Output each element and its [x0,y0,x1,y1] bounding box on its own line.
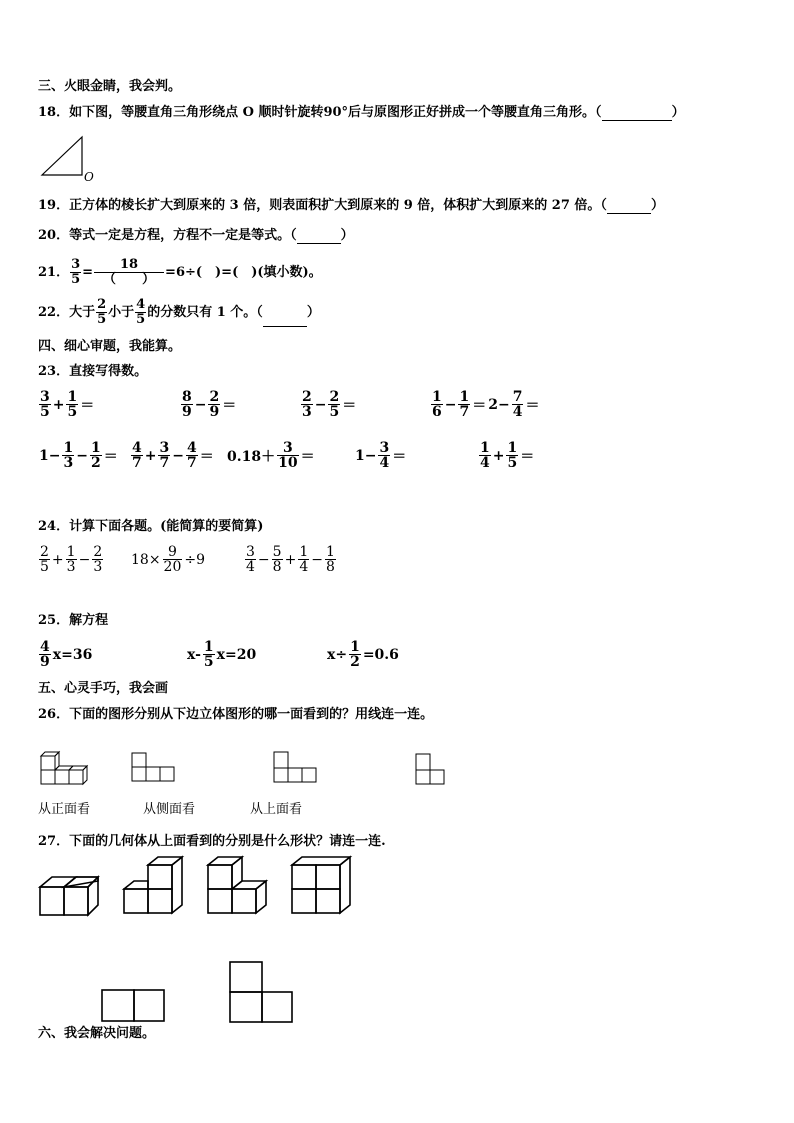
fraction-denominator: 5 [40,404,50,420]
fraction-denominator: 2 [90,455,101,471]
q26-view-3 [414,752,448,788]
q24-expr-3 [244,545,337,574]
q21 [38,258,322,287]
math-operator: ÷9 [184,551,206,568]
q27-title: 27．下面的几何体从上面看到的分别是什么形状？请连一连. [38,834,386,849]
fraction-numerator: 2 [93,544,103,560]
fraction-denominator: 5 [71,272,81,287]
fraction [66,545,77,574]
q26-view-1 [130,750,178,784]
fraction [39,640,51,669]
fraction [245,545,256,574]
q23-expr-1 [38,390,95,419]
math-operator: x=36 [52,646,93,663]
math-operator: ＝ [342,397,357,414]
fraction [181,390,193,419]
fraction-denominator: 3 [66,559,76,575]
math-operator: + [52,396,65,413]
fraction-denominator: 5 [329,404,340,420]
fraction-denominator: 4 [299,559,309,575]
fraction-denominator: 5 [136,312,146,327]
q19-text: 19．正方体的棱长扩大到原来的 3 倍，则表面积扩大到原来的 9 倍，体积扩大到原来的 27 倍。（ [38,198,607,213]
section3-title: 三、火眼金睛，我会判。 [38,79,182,94]
fraction [92,545,103,574]
math-operator: + [492,447,505,464]
section5-title: 五、心灵手巧，我会画 [38,681,169,696]
q23-expr-6 [130,441,215,470]
math-operator: ＝ [300,448,315,465]
fraction-numerator: 1 [432,389,442,405]
q22-post: 的分数只有 1 个。（ [147,305,263,320]
fraction [506,441,518,470]
fraction-denominator: 3 [302,404,312,420]
q18-text: 18．如下图，等腰直角三角形绕点 O 顺时针旋转90°后与原图形正好拼成一个等腰直角三角形。（ [38,105,602,120]
fraction-denominator: 7 [459,404,470,420]
q26-label-side: 从侧面看 [143,802,196,817]
fraction-numerator: 2 [209,389,220,405]
q21-fraction-1 [70,258,81,287]
fraction [163,545,183,574]
math-operator: − [76,447,88,464]
math-operator: 2− [488,396,510,413]
fraction [458,390,470,419]
q22-answer-blank[interactable] [263,314,307,327]
fraction [131,441,143,470]
fraction-denominator: 2 [350,654,360,670]
fraction-numerator: 1 [459,389,470,405]
fraction-numerator: 1 [299,544,309,560]
fraction [325,545,336,574]
fraction-denominator: 8 [272,559,282,575]
q23-expr-3 [300,390,357,419]
fraction [90,441,102,470]
math-operator: 1− [39,447,61,464]
q20 [38,228,354,244]
fraction-denominator: 4 [512,404,523,420]
math-operator: 0.18＋ [227,448,276,465]
q26-label-top: 从上面看 [250,802,303,817]
q23-expr-4 [430,390,540,419]
math-operator: =0.6 [362,646,399,663]
fraction-denominator: 3 [93,559,103,575]
q23-expr-2 [180,390,237,419]
fraction-denominator: 9 [209,404,220,420]
math-operator: − [172,447,184,464]
fraction-numerator: 3 [379,440,390,456]
fraction [298,545,309,574]
fraction-numerator: 1 [67,389,78,405]
fraction-numerator: 2 [302,389,312,405]
fraction-denominator: 20 [163,559,182,575]
fraction-denominator: 5 [203,654,214,670]
fraction-numerator: 4 [40,639,50,655]
q19 [38,198,664,214]
fraction-denominator: 3 [63,455,74,471]
math-operator: − [257,551,270,568]
fraction-numerator: 2 [40,544,49,560]
math-operator: x=20 [216,646,257,663]
q20-answer-blank[interactable] [297,231,341,244]
q23-title: 23．直接写得数。 [38,364,148,379]
fraction-denominator: 10 [278,455,298,471]
q25-equation-3 [326,640,400,669]
fraction [272,545,283,574]
fraction-denominator: 7 [159,455,170,471]
q23-expr-8 [354,441,407,470]
q19-close: ） [650,198,664,213]
fraction-numerator: 3 [246,544,255,560]
fraction-numerator: 1 [350,639,360,655]
math-operator: − [78,551,91,568]
q22-close: ） [306,305,320,320]
q22-fraction-1 [96,298,107,327]
fraction-numerator: 3 [71,257,81,272]
fraction [431,390,443,419]
fraction [62,441,74,470]
q20-text: 20．等式一定是方程，方程不一定是等式。（ [38,228,297,243]
fraction-denominator: 9 [40,654,50,670]
fraction-numerator: 1 [90,440,101,456]
q27-top-view-1 [100,988,168,1024]
section4-title: 四、细心审题，我能算。 [38,339,182,354]
q24-expr-2 [130,545,206,574]
q26-title: 26．下面的图形分别从下边立体图形的哪一面看到的？用线连一连。 [38,707,434,722]
q18 [38,105,685,121]
fraction-numerator: 2 [329,389,340,405]
fraction [208,390,220,419]
fraction-denominator: 4 [379,455,390,471]
q24-expr-1 [38,545,104,574]
fraction-numerator: 7 [512,389,523,405]
fraction-numerator: 1 [507,440,518,456]
fraction-denominator[interactable]: （ ） [103,272,156,287]
fraction [378,441,390,470]
q19-answer-blank[interactable] [607,201,651,214]
q20-close: ） [340,228,354,243]
q27-solid-4 [290,855,354,919]
fraction-numerator: 3 [277,441,298,456]
fraction-numerator: 4 [132,440,142,456]
q24-title: 24．计算下面各题。(能简算的要简算) [38,519,264,534]
fraction-numerator: 1 [66,544,76,560]
math-operator: ＝ [80,397,95,414]
fraction [512,390,524,419]
math-operator: ＝ [199,448,214,465]
math-operator: − [444,396,457,413]
fraction-numerator: 4 [136,297,146,312]
fraction-denominator: 5 [97,312,107,327]
fraction [301,390,313,419]
q21-number: 21． [38,265,70,280]
section6-title: 六、我会解决问题。 [38,1026,156,1041]
fraction-numerator: 1 [325,544,335,560]
q27-solid-3 [206,855,270,919]
math-operator: ＝ [472,397,487,414]
fraction [349,640,361,669]
fraction [328,390,340,419]
fraction-denominator: 5 [507,455,518,471]
q26-view-2 [272,750,320,784]
math-operator: − [314,396,327,413]
math-operator: ＝ [525,397,540,414]
q18-close: ） [671,105,685,120]
fraction-denominator: 5 [40,559,49,575]
q18-answer-blank[interactable] [602,108,672,121]
fraction-denominator: 4 [480,455,490,471]
q22-mid: 小于 [108,305,135,320]
fraction [203,640,215,669]
fraction-numerator: 3 [159,440,170,456]
q25-title: 25．解方程 [38,613,109,628]
fraction [39,390,51,419]
q27-solid-2 [122,855,188,919]
q26-label-front: 从正面看 [38,802,91,817]
fraction-numerator: 18 [94,258,164,273]
fraction [277,441,298,470]
q21-rest: =6÷( )=( )(填小数)。 [165,265,322,280]
fraction-numerator: 1 [203,639,214,655]
fraction-numerator: 3 [40,389,50,405]
q25-equation-1 [38,640,93,669]
q23-expr-5 [38,441,119,470]
fraction-denominator: 7 [132,455,142,471]
fraction-numerator: 5 [272,544,282,560]
math-operator: x- [187,646,201,663]
fraction [158,441,170,470]
q22 [38,298,320,327]
fraction-numerator: 8 [182,389,192,405]
math-operator: 18× [131,551,161,568]
q27-solid-1 [38,873,102,919]
q21-fraction-2 [94,258,164,287]
math-operator: − [194,396,207,413]
fraction [66,390,78,419]
q23-expr-9 [478,441,535,470]
q25-equation-2 [186,640,257,669]
q22-pre: 22．大于 [38,305,96,320]
math-operator: − [311,551,323,568]
fraction [479,441,491,470]
fraction-numerator: 2 [97,297,107,312]
fraction-denominator: 5 [67,404,78,420]
q21-equals: = [82,265,94,280]
math-operator: + [284,551,297,568]
math-operator: + [51,551,64,568]
q22-fraction-2 [135,298,146,327]
math-operator: ＝ [222,397,237,414]
q27-top-view-2 [228,960,296,1024]
fraction-numerator: 4 [186,440,197,456]
math-operator: ＝ [520,448,535,465]
q18-point-o-label: O [84,170,94,184]
fraction-denominator: 4 [246,559,255,575]
math-operator: + [144,447,157,464]
fraction [186,441,198,470]
q26-solid-figure [38,742,104,786]
q23-expr-7 [226,441,316,470]
math-operator: ＝ [103,448,118,465]
math-operator: x÷ [327,646,348,663]
math-operator: 1− [355,447,377,464]
fraction-denominator: 7 [186,455,197,471]
fraction-numerator: 1 [63,440,74,456]
fraction-denominator: 9 [182,404,192,420]
fraction-numerator: 9 [163,545,183,560]
fraction [39,545,50,574]
math-operator: ＝ [392,448,407,465]
fraction-numerator: 1 [480,440,490,456]
fraction-denominator: 8 [325,559,335,575]
fraction-denominator: 6 [432,404,442,420]
